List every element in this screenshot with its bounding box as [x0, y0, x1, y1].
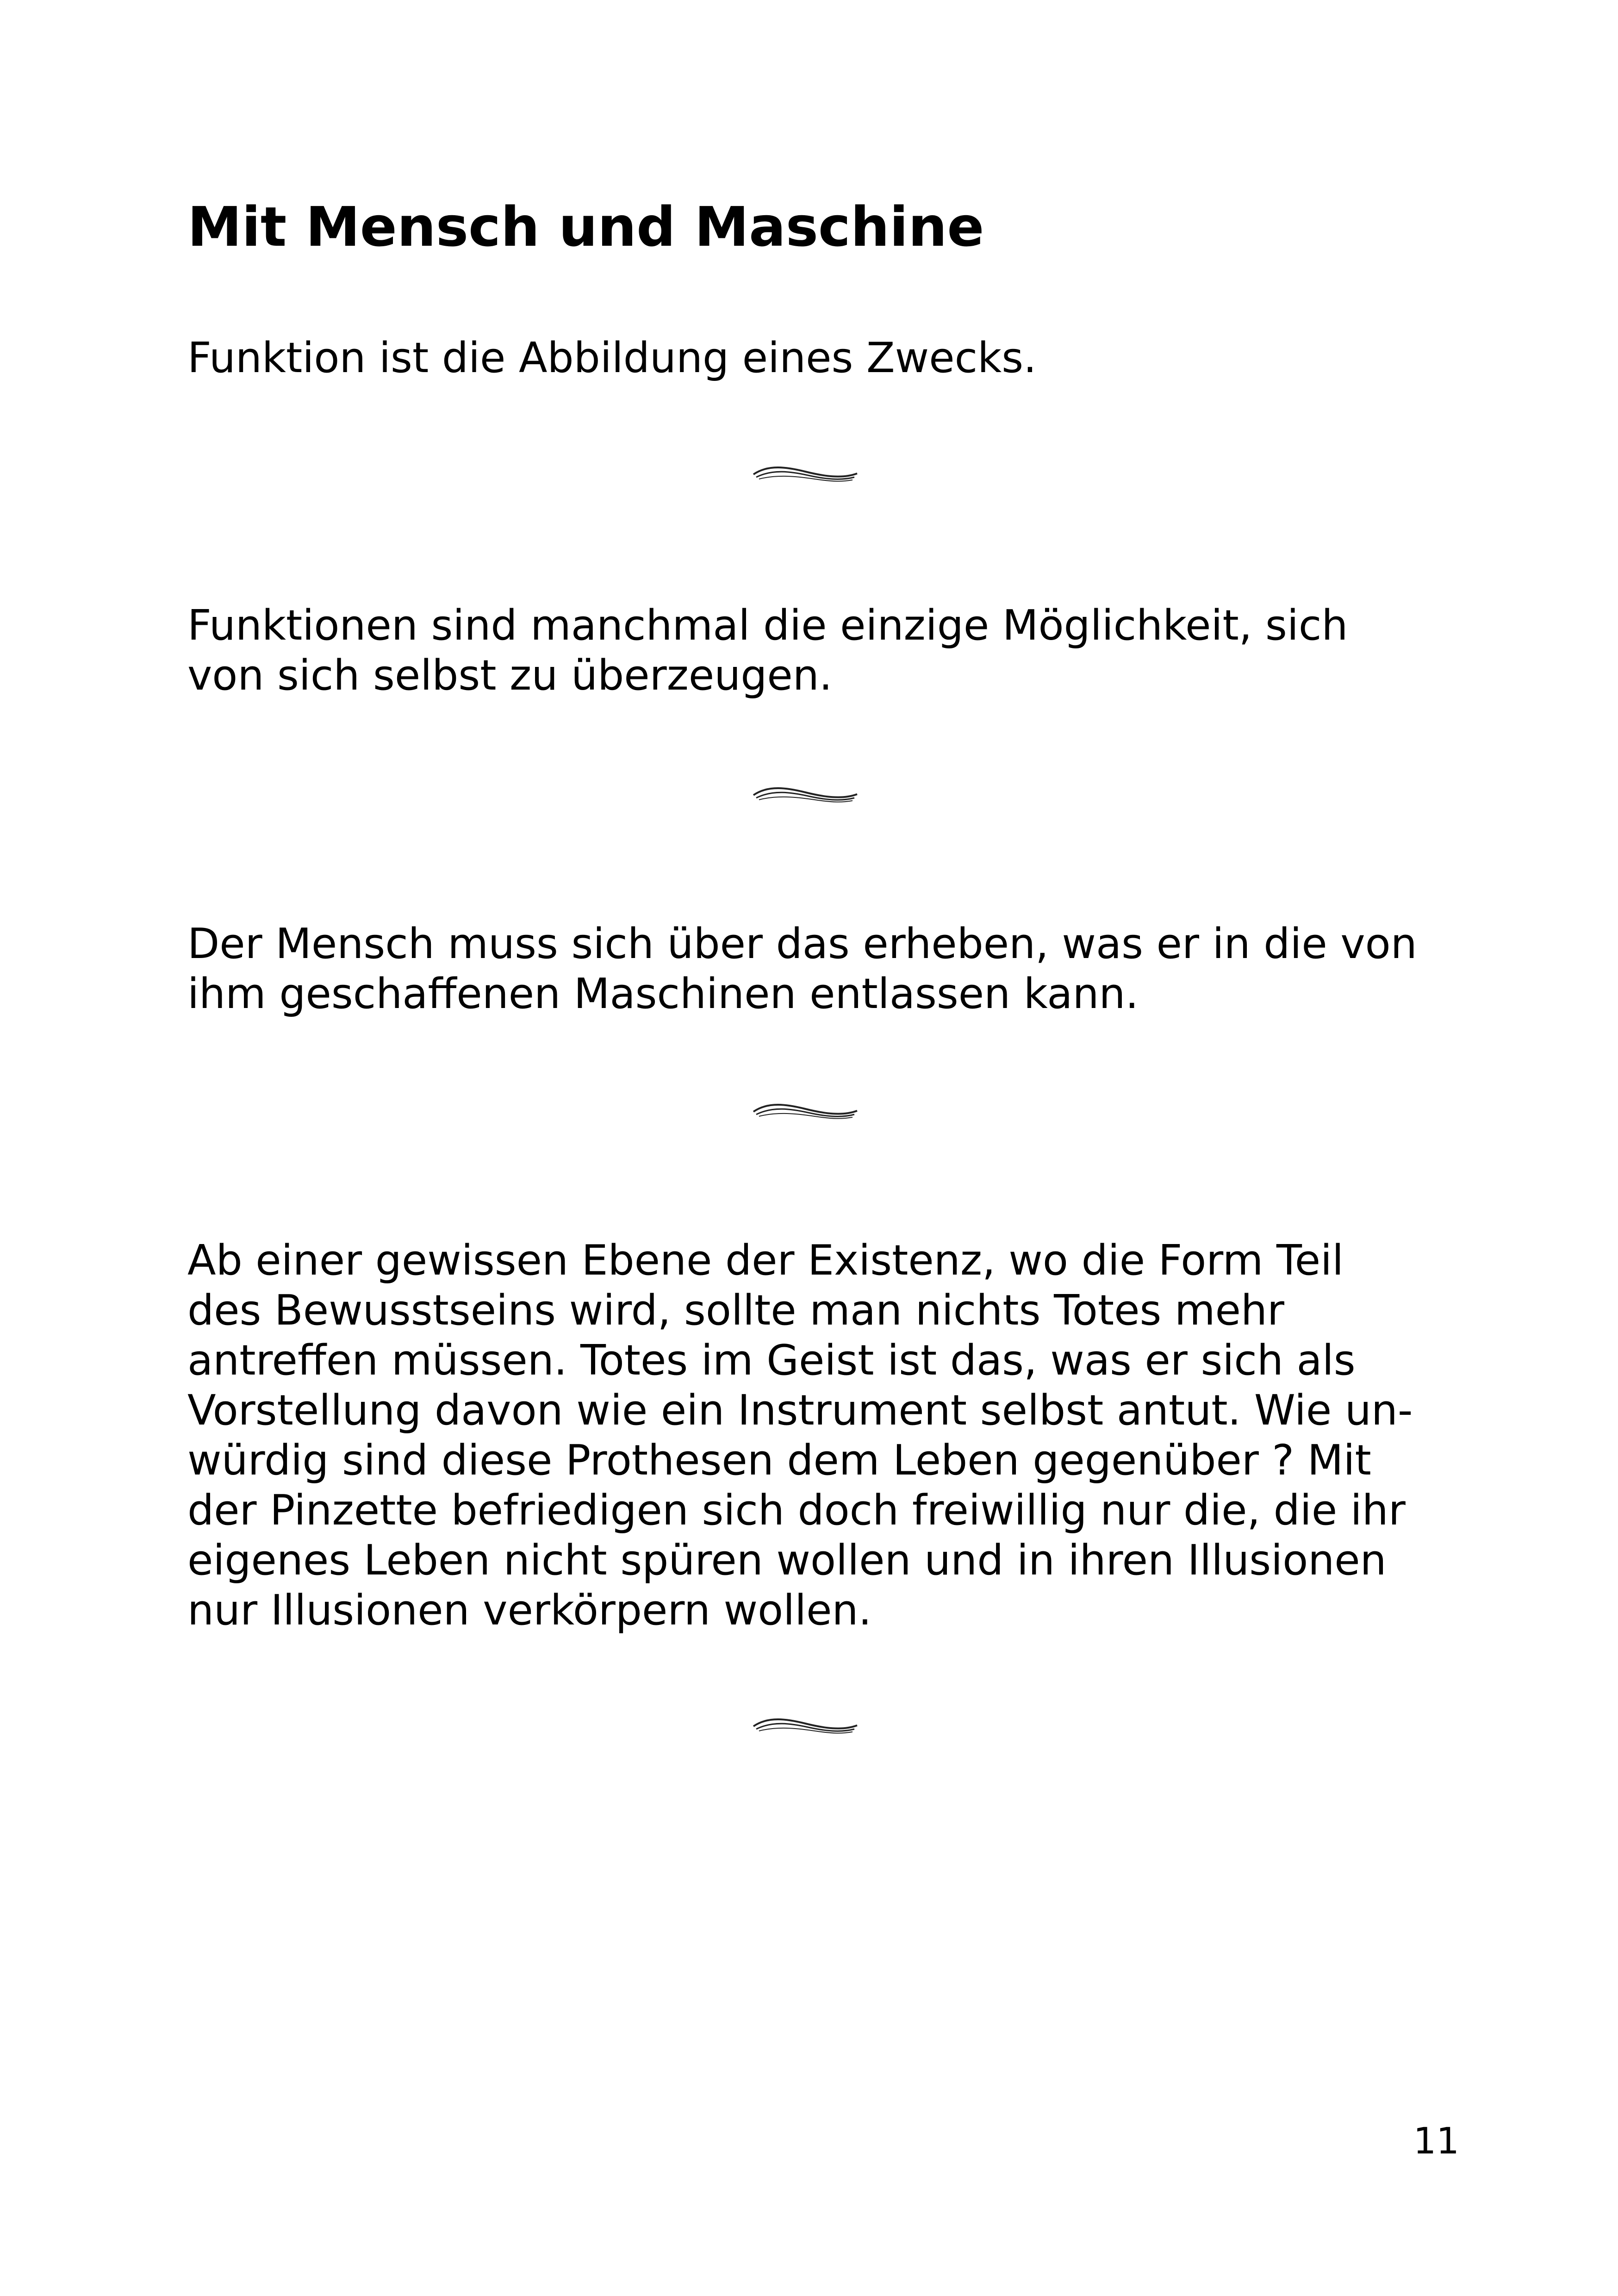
paragraph-line: Der Mensch muss sich über das erheben, was er in die von — [187, 920, 1417, 968]
paragraph-line: der Pinzette befriedigen sich doch freiwillig nur die, die ihr — [187, 1486, 1406, 1535]
paragraph-line: Vorstellung davon wie ein Instrument selbst antut. Wie un- — [187, 1386, 1413, 1435]
paragraph-line: würdig sind diese Prothesen dem Leben gegenüber ? Mit — [187, 1436, 1371, 1485]
page-number: 11 — [1413, 2121, 1459, 2162]
paragraph-line: Ab einer gewissen Ebene der Existenz, wo die Form Teil — [187, 1236, 1344, 1285]
paragraph-line: Funktion ist die Abbildung eines Zwecks. — [187, 334, 1037, 382]
paragraph-line: eigenes Leben nicht spüren wollen und in ihren Illusionen — [187, 1536, 1387, 1585]
paragraph-line: nur Illusionen verkörpern wollen. — [187, 1586, 872, 1635]
swash-divider-icon — [750, 460, 861, 488]
paragraph-1 — [187, 333, 1474, 383]
paragraph-line: des Bewusstseins wird, sollte man nichts Totes mehr — [187, 1286, 1285, 1335]
paragraph-line: antreffen müssen. Totes im Geist ist das, was er sich als — [187, 1336, 1356, 1385]
paragraph-line: Funktionen sind manchmal die einzige Möglichkeit, sich — [187, 601, 1348, 650]
swash-divider-icon — [750, 781, 861, 809]
paragraph-line: ihm geschaffenen Maschinen entlassen kann. — [187, 970, 1139, 1018]
swash-divider-icon — [750, 1712, 861, 1740]
swash-divider-icon — [750, 1098, 861, 1126]
chapter-title: Mit Mensch und Maschine — [187, 195, 984, 259]
paragraph-4 — [187, 1236, 1474, 1636]
paragraph-2 — [187, 601, 1474, 701]
paragraph-3 — [187, 919, 1474, 1019]
paragraph-line: von sich selbst zu überzeugen. — [187, 651, 833, 700]
